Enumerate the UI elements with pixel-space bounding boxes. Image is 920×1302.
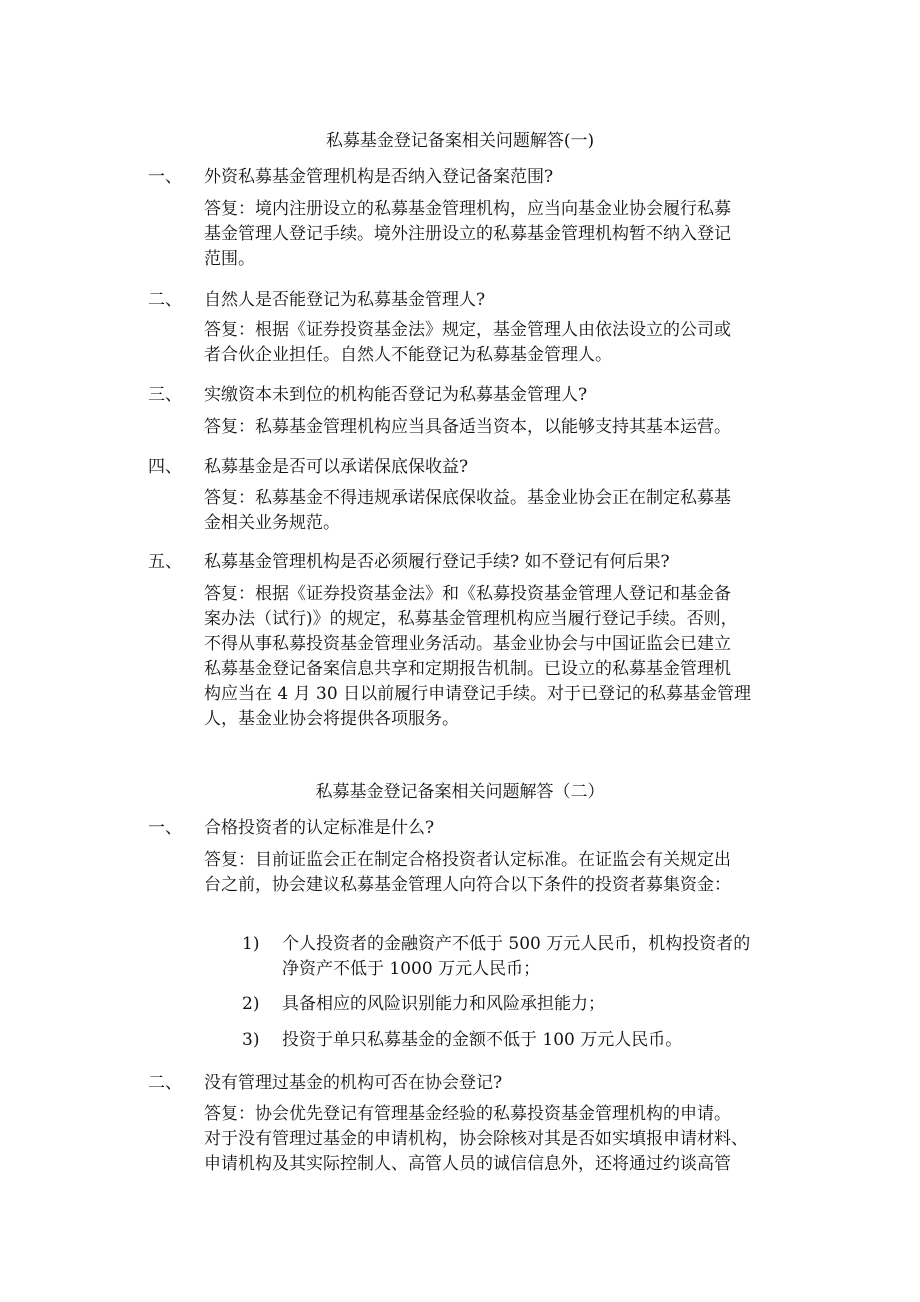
question-text: 合格投资者的认定标准是什么? (204, 818, 435, 838)
question-number: 一、 (148, 167, 182, 187)
answer-line: 答复：根据《证券投资基金法》规定，基金管理人由依法设立的公司或 (204, 320, 731, 340)
answer-line: 者合伙企业担任。自然人不能登记为私募基金管理人。 (204, 345, 612, 365)
question-number: 四、 (148, 457, 182, 477)
answer-line: 人，基金业协会将提供各项服务。 (204, 709, 459, 729)
answer-block (204, 415, 792, 440)
part2-title: 私募基金登记备案相关问题解答（二） (315, 782, 605, 802)
answer-block (204, 197, 792, 272)
question-text: 实缴资本未到位的机构能否登记为私募基金管理人? (204, 385, 588, 405)
question-text: 自然人是否能登记为私募基金管理人? (204, 290, 486, 310)
answer-block (204, 318, 792, 368)
answer-line: 案办法（试行)》的规定，私募基金管理机构应当履行登记手续。否则， (204, 609, 738, 629)
question-text: 私募基金管理机构是否必须履行登记手续? 如不登记有何后果? (204, 552, 670, 572)
condition-number: 3) (242, 1030, 260, 1050)
question-number: 三、 (148, 385, 182, 405)
answer-block (204, 848, 792, 898)
condition-number: 2) (242, 994, 260, 1014)
question-text: 外资私募基金管理机构是否纳入登记备案范围? (204, 167, 554, 187)
question-number: 五、 (148, 552, 182, 572)
condition-text (282, 932, 792, 982)
answer-line: 金相关业务规范。 (204, 513, 340, 533)
answer-line: 答复：根据《证券投资基金法》和《私募投资基金管理人登记和基金备 (204, 584, 731, 604)
question-text: 私募基金是否可以承诺保底保收益? (204, 457, 469, 477)
condition-number: 1) (242, 934, 260, 954)
answer-line: 基金管理人登记手续。境外注册设立的私募基金管理机构暂不纳入登记 (204, 224, 731, 244)
question-number: 二、 (148, 290, 182, 310)
answer-block (204, 1102, 792, 1177)
answer-line: 答复：私募基金管理机构应当具备适当资本，以能够支持其基本运营。 (204, 417, 731, 437)
part1-title: 私募基金登记备案相关问题解答(一) (325, 131, 595, 151)
condition-line: 个人投资者的金融资产不低于 500 万元人民币，机构投资者的 (282, 934, 751, 954)
condition-line: 具备相应的风险识别能力和风险承担能力； (282, 994, 605, 1014)
answer-block (204, 582, 792, 732)
question-number: 二、 (148, 1073, 182, 1093)
answer-line: 私募基金登记备案信息共享和定期报告机制。已设立的私募基金管理机 (204, 659, 731, 679)
answer-line: 台之前，协会建议私募基金管理人向符合以下条件的投资者募集资金： (204, 875, 731, 895)
answer-line: 答复：境内注册设立的私募基金管理机构，应当向基金业协会履行私募 (204, 199, 731, 219)
question-number: 一、 (148, 818, 182, 838)
answer-line: 答复：目前证监会正在制定合格投资者认定标准。在证监会有关规定出 (204, 850, 731, 870)
condition-line: 投资于单只私募基金的金额不低于 100 万元人民币。 (282, 1030, 683, 1050)
answer-line: 构应当在 4 月 30 日以前履行申请登记手续。对于已登记的私募基金管理 (204, 684, 752, 704)
condition-text (282, 1028, 792, 1053)
answer-line: 申请机构及其实际控制人、高管人员的诚信信息外，还将通过约谈高管 (204, 1154, 731, 1174)
answer-line: 答复：私募基金不得违规承诺保底保收益。基金业协会正在制定私募基 (204, 488, 731, 508)
answer-line: 不得从事私募投资基金管理业务活动。基金业协会与中国证监会已建立 (204, 634, 731, 654)
condition-text (282, 992, 792, 1017)
answer-line: 范围。 (204, 249, 255, 269)
condition-line: 净资产不低于 1000 万元人民币； (282, 959, 541, 979)
answer-block (204, 486, 792, 536)
answer-line: 对于没有管理过基金的申请机构，协会除核对其是否如实填报申请材料、 (204, 1129, 748, 1149)
answer-line: 答复：协会优先登记有管理基金经验的私募投资基金管理机构的申请。 (204, 1104, 731, 1124)
question-text: 没有管理过基金的机构可否在协会登记? (204, 1073, 503, 1093)
